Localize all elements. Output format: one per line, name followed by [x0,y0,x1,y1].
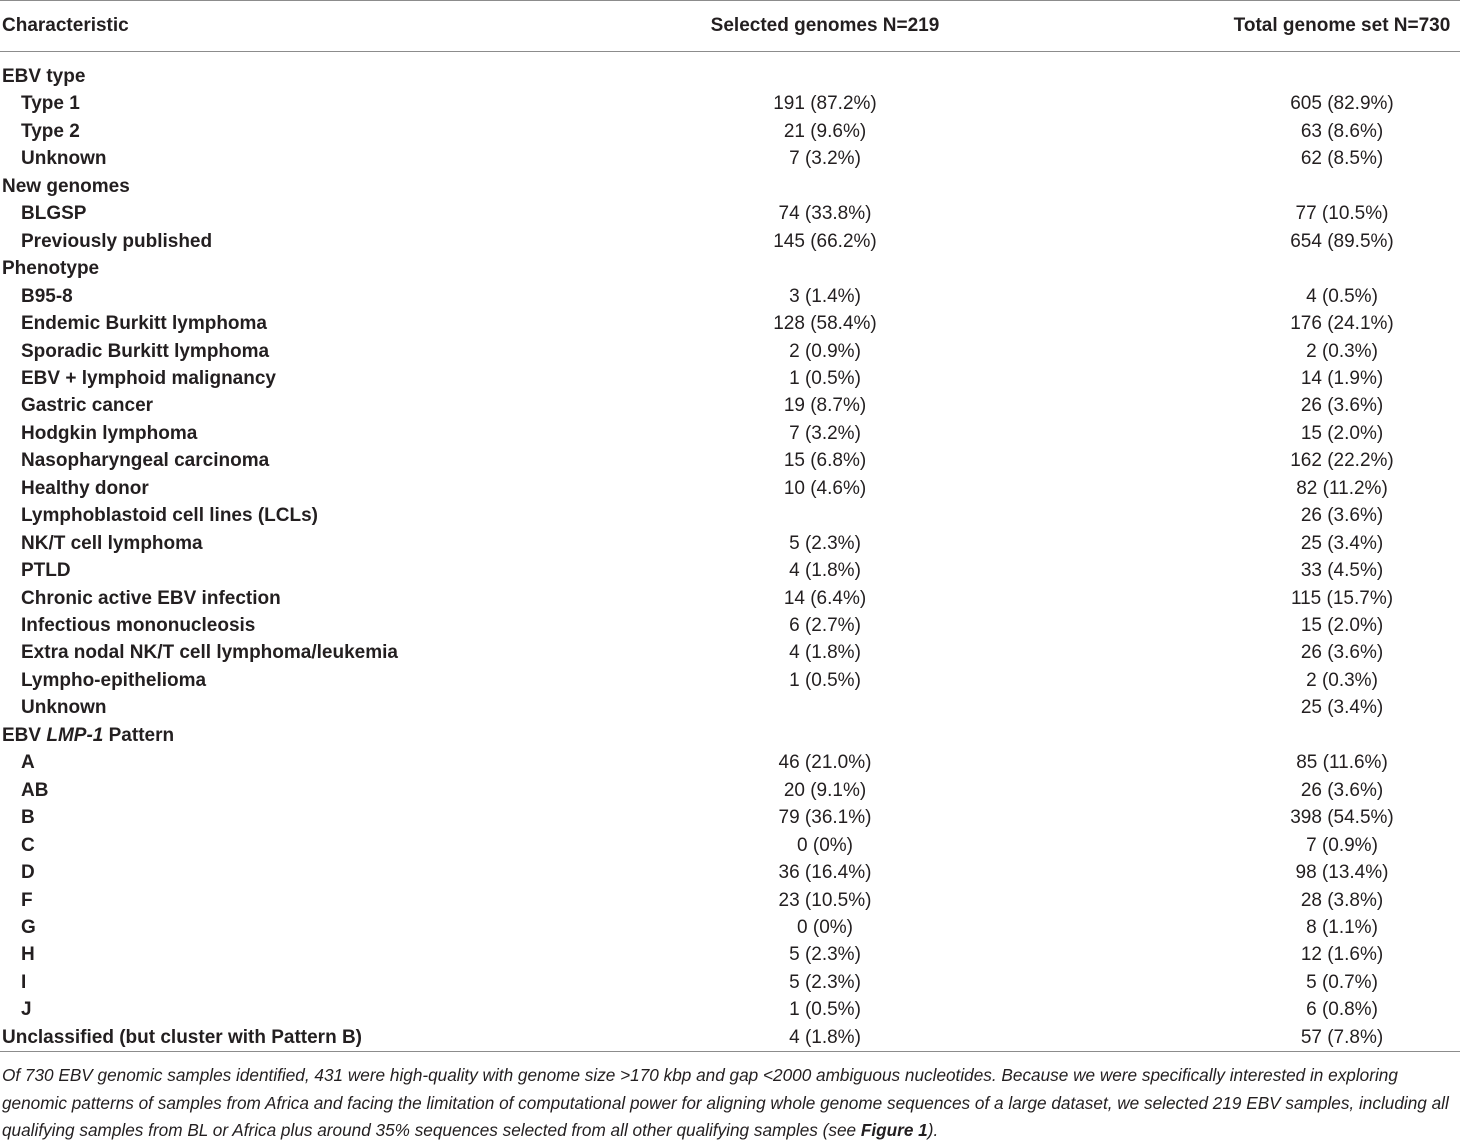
total-genome-set-value: 26 (3.6%) [1300,505,1384,527]
row-label: Lympho-epithelioma [21,669,207,691]
table-row [0,392,1460,419]
row-label: Previously published [21,230,213,252]
table-row [0,639,1460,666]
selected-genomes-value: 1 (0.5%) [789,367,861,389]
selected-genomes-value: 5 (2.3%) [789,944,861,966]
total-genome-set-value: 5 (0.7%) [1306,971,1378,993]
table-row [0,200,1460,227]
selected-genomes-value: 4 (1.8%) [789,560,861,582]
total-genome-set-value: 62 (8.5%) [1300,148,1384,170]
table-row [0,420,1460,447]
selected-genomes-value: 15 (6.8%) [783,450,867,472]
row-label: PTLD [21,560,71,582]
total-genome-set-value: 2 (0.3%) [1306,340,1378,362]
selected-genomes-value: 19 (8.7%) [783,395,867,417]
total-genome-set-value: 77 (10.5%) [1295,203,1389,225]
selected-genomes-value: 1 (0.5%) [789,999,861,1021]
table-row [0,557,1460,584]
total-genome-set-value: 6 (0.8%) [1306,999,1378,1021]
row-label: Hodgkin lymphoma [21,422,198,444]
table-row [0,283,1460,310]
table-section-row [0,173,1460,200]
table-row [0,667,1460,694]
total-genome-set-value: 15 (2.0%) [1300,615,1384,636]
total-genome-set-value: 26 (3.6%) [1300,395,1384,417]
row-label: Unknown [21,148,107,170]
table-section-row [0,63,1460,90]
total-genome-set-value: 176 (24.1%) [1290,313,1394,335]
selected-genomes-value: 145 (66.2%) [773,230,877,252]
footnote-text: Of 730 EBV genomic samples identified, 431 were high-quality with genome size >170 kbp and gap <2000 ambiguous nucleotides. Because we were specifically interested in exploring genomic patterns of samples from Africa and facing the limitation of computational power for aligning whole genome sequences of a large dataset, we selected 219 EBV samples, including all qualifying samples from BL or Africa plus around 35% sequences selected from all other qualifying samples (see [2,1065,1449,1140]
total-genome-set-value: 15 (2.0%) [1300,422,1384,444]
total-genome-set-value: 12 (1.6%) [1300,944,1384,966]
selected-genomes-value: 7 (3.2%) [789,148,861,170]
row-label: Sporadic Burkitt lymphoma [21,340,270,362]
table-row [0,365,1460,392]
table-row [0,941,1460,968]
section-label: Phenotype [2,258,100,280]
selected-genomes-value: 79 (36.1%) [778,807,872,829]
table-row [0,145,1460,172]
total-genome-set-value: 162 (22.2%) [1290,450,1394,472]
row-label: I [21,971,27,993]
selected-genomes-value: 74 (33.8%) [778,203,872,225]
total-genome-set-value: 26 (3.6%) [1300,642,1384,664]
table-row [0,694,1460,721]
total-genome-set-value: 14 (1.9%) [1300,367,1384,389]
row-label: Endemic Burkitt lymphoma [21,313,267,335]
table-section-row [0,255,1460,282]
table-row [0,859,1460,886]
table-row [0,118,1460,145]
selected-genomes-value: 14 (6.4%) [783,587,867,609]
figure-reference-link[interactable]: Figure 1 [860,1120,928,1140]
gene-name-italic: LMP-1 [46,724,104,746]
header-selected-genomes: Selected genomes N=219 [710,15,940,36]
header-rule [0,51,1460,52]
table-row [0,996,1460,1023]
table-row [0,749,1460,776]
selected-genomes-value: 1 (0.5%) [789,669,861,691]
selected-genomes-value: 46 (21.0%) [778,752,872,774]
row-label: Gastric cancer [21,395,154,417]
row-label: Healthy donor [21,477,149,499]
total-genome-set-value: 85 (11.6%) [1296,752,1388,774]
row-label: Infectious mononucleosis [21,615,256,636]
table-row [0,90,1460,117]
total-genome-set-value: 605 (82.9%) [1290,93,1394,115]
row-label: J [21,999,32,1021]
table-row [0,969,1460,996]
table-row [0,612,1460,639]
table-row [0,832,1460,859]
selected-genomes-value: 7 (3.2%) [789,422,861,444]
table-row [0,310,1460,337]
table-row [0,475,1460,502]
table-row [0,585,1460,612]
table-row [0,804,1460,831]
row-label: F [21,889,33,911]
selected-genomes-value: 0 (0%) [797,916,853,938]
table-row [0,887,1460,914]
total-genome-set-value: 57 (7.8%) [1300,1026,1384,1048]
total-genome-set-value: 654 (89.5%) [1290,230,1394,252]
selected-genomes-value: 6 (2.7%) [789,615,861,636]
label-part: EBV [2,724,47,746]
table-row [0,338,1460,365]
selected-genomes-value: 5 (2.3%) [789,532,861,554]
table-section-row [0,722,1460,749]
selected-genomes-value: 21 (9.6%) [783,120,867,142]
total-genome-set-value: 2 (0.3%) [1306,669,1378,691]
row-label: NK/T cell lymphoma [21,532,203,554]
table-header-row [0,1,1460,51]
row-label: B [21,807,35,829]
row-label: Type 1 [21,93,80,115]
selected-genomes-value: 4 (1.8%) [789,1026,861,1048]
header-total-genome-set: Total genome set N=730 [1233,15,1451,36]
table-row [0,502,1460,529]
row-label: D [21,862,35,884]
row-label: Unknown [21,697,107,719]
table-footnote [2,1062,1457,1145]
section-label [2,722,174,749]
table-row [0,777,1460,804]
total-genome-set-value: 98 (13.4%) [1295,862,1389,884]
row-label: A [21,752,35,774]
total-genome-set-value: 82 (11.2%) [1296,477,1388,499]
selected-genomes-value: 0 (0%) [797,834,853,856]
total-genome-set-value: 398 (54.5%) [1290,807,1394,829]
row-label: Extra nodal NK/T cell lymphoma/leukemia [21,642,398,664]
table-row [0,228,1460,255]
selected-genomes-value: 2 (0.9%) [789,340,861,362]
total-genome-set-value: 4 (0.5%) [1306,285,1378,307]
row-label: G [21,916,36,938]
total-genome-set-value: 115 (15.7%) [1290,587,1394,609]
row-label: H [21,944,35,966]
table-row [0,914,1460,941]
selected-genomes-value: 5 (2.3%) [789,971,861,993]
table-section-row [0,1024,1460,1051]
row-label: B95-8 [21,285,73,307]
row-label: Chronic active EBV infection [21,587,281,609]
row-label: EBV + lymphoid malignancy [21,367,276,389]
table-row [0,530,1460,557]
section-label: New genomes [2,175,130,197]
selected-genomes-value: 128 (58.4%) [773,313,877,335]
total-genome-set-value: 63 (8.6%) [1300,120,1384,142]
row-label: AB [21,779,49,801]
row-label: Nasopharyngeal carcinoma [21,450,270,472]
selected-genomes-value: 3 (1.4%) [789,285,861,307]
table-bottom-rule [0,1051,1460,1052]
total-genome-set-value: 28 (3.8%) [1300,889,1384,911]
total-genome-set-value: 8 (1.1%) [1306,916,1378,938]
selected-genomes-value: 20 (9.1%) [783,779,867,801]
row-label: C [21,834,35,856]
row-label: Type 2 [21,120,80,142]
total-genome-set-value: 33 (4.5%) [1300,560,1384,582]
total-genome-set-value: 26 (3.6%) [1300,779,1384,801]
footnote-end: ). [927,1120,939,1140]
header-characteristic: Characteristic [2,15,129,36]
row-label: BLGSP [21,203,87,225]
selected-genomes-value: 191 (87.2%) [773,93,877,115]
row-label: Lymphoblastoid cell lines (LCLs) [21,505,318,527]
selected-genomes-value: 4 (1.8%) [789,642,861,664]
total-genome-set-value: 25 (3.4%) [1300,697,1384,719]
total-genome-set-value: 7 (0.9%) [1306,834,1378,856]
selected-genomes-value: 36 (16.4%) [778,862,872,884]
section-label: Unclassified (but cluster with Pattern B) [2,1026,362,1048]
table-row [0,447,1460,474]
selected-genomes-value: 23 (10.5%) [778,889,872,911]
selected-genomes-value: 10 (4.6%) [783,477,867,499]
total-genome-set-value: 25 (3.4%) [1300,532,1384,554]
section-label: EBV type [2,66,86,87]
label-part: Pattern [103,724,175,746]
